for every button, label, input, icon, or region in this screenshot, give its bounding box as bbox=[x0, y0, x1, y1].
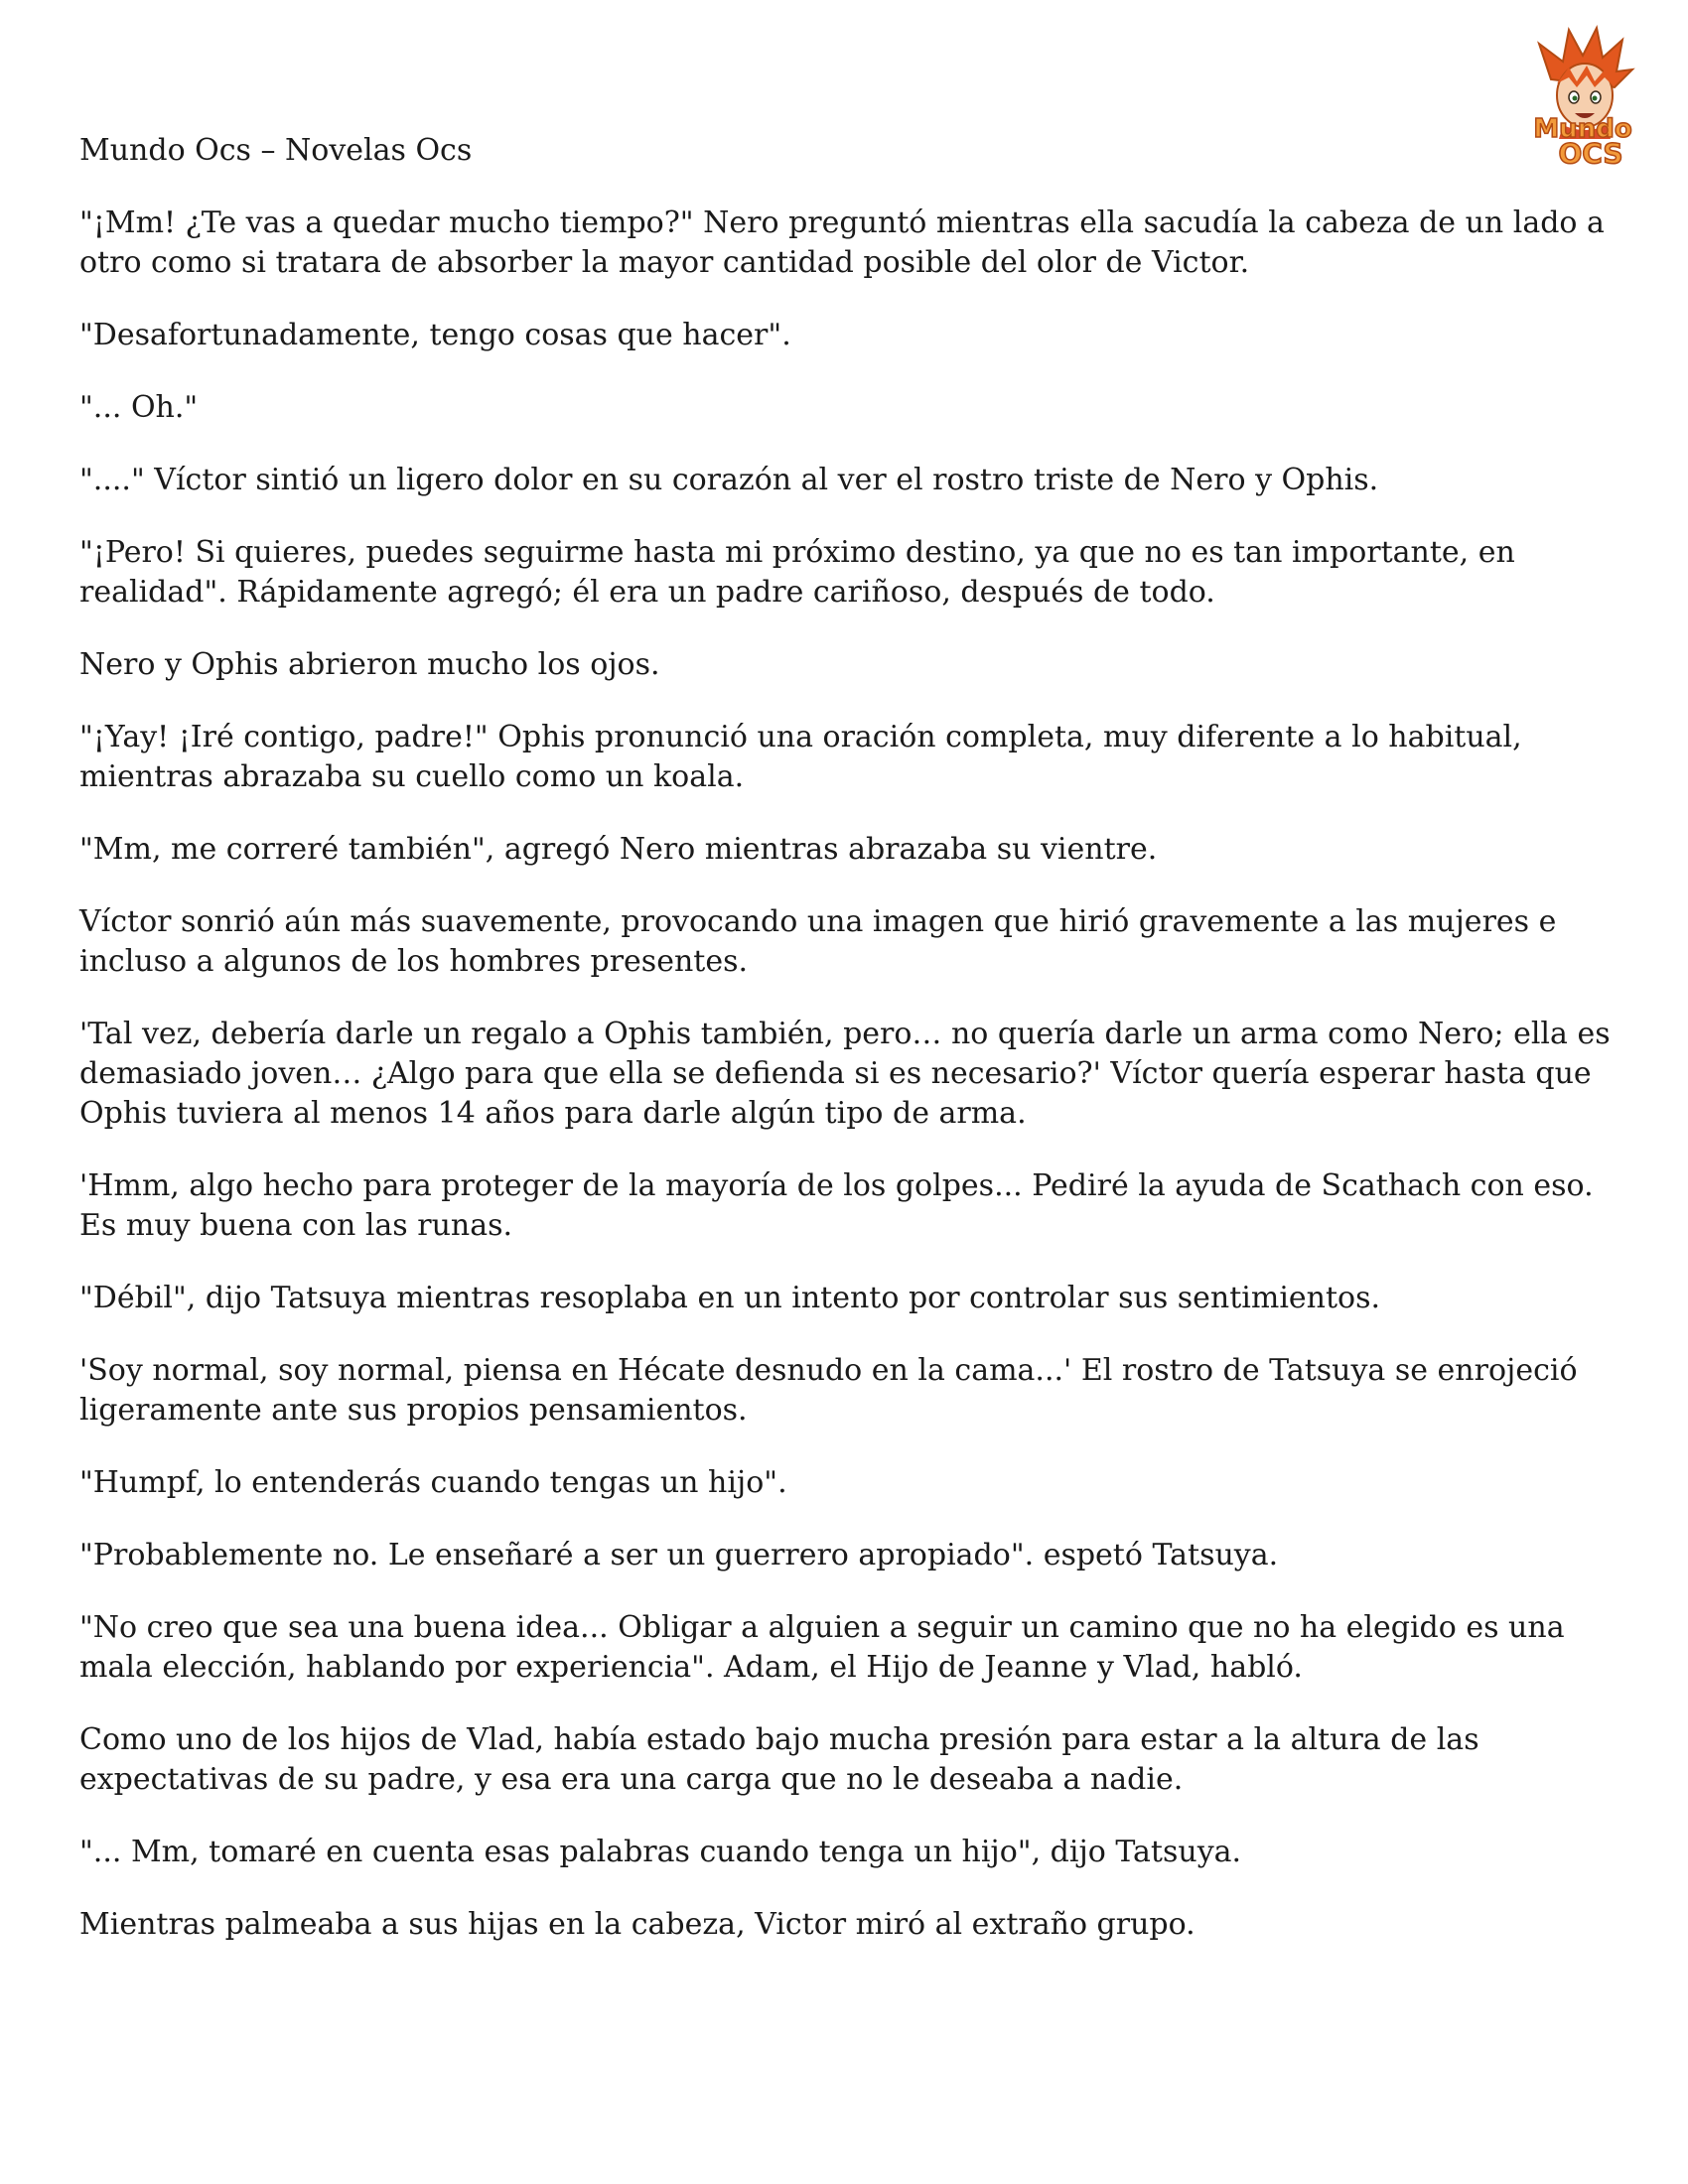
paragraph: "Desafortunadamente, tengo cosas que hacer". bbox=[79, 318, 791, 352]
logo bbox=[1511, 22, 1660, 171]
svg-text:OCS: OCS bbox=[1558, 137, 1623, 170]
paragraph: 'Soy normal, soy normal, piensa en Hécate desnudo en la cama...' El rostro de Tatsuya se enrojeció ligeramente ante sus propios pensamientos. bbox=[79, 1353, 1578, 1428]
svg-text:Mundo: Mundo bbox=[1533, 114, 1632, 144]
mascot-face-icon bbox=[1511, 22, 1660, 171]
paragraph: "Débil", dijo Tatsuya mientras resoplaba en un intento por controlar sus sentimientos. bbox=[79, 1281, 1381, 1315]
paragraph: "Probablemente no. Le enseñaré a ser un guerrero apropiado". espetó Tatsuya. bbox=[79, 1538, 1279, 1572]
paragraph: 'Hmm, algo hecho para proteger de la mayoría de los golpes... Pediré la ayuda de Scathach con eso. Es muy buena con las runas. bbox=[79, 1168, 1594, 1243]
paragraph: Mientras palmeaba a sus hijas en la cabeza, Victor miró al extraño grupo. bbox=[79, 1907, 1196, 1942]
paragraph: "... Mm, tomaré en cuenta esas palabras cuando tenga un hijo", dijo Tatsuya. bbox=[79, 1835, 1242, 1869]
paragraph: "No creo que sea una buena idea... Obligar a alguien a seguir un camino que no ha elegido es una mala elección, hablando por experiencia". Adam, el Hijo de Jeanne y Vlad, habló. bbox=[79, 1610, 1565, 1685]
paragraph: "¡Yay! ¡Iré contigo, padre!" Ophis pronunció una oración completa, muy diferente a lo habitual, mientras abrazaba su cuello como un koala. bbox=[79, 720, 1522, 794]
paragraph: Como uno de los hijos de Vlad, había estado bajo mucha presión para estar a la altura de las expectativas de su padre, y esa era una carga que no le deseaba a nadie. bbox=[79, 1722, 1479, 1797]
paragraph: "¡Mm! ¿Te vas a quedar mucho tiempo?" Nero preguntó mientras ella sacudía la cabeza de un lado a otro como si tratara de absorber la mayor cantidad posible del olor de Victor. bbox=[79, 205, 1605, 280]
paragraph: "¡Pero! Si quieres, puedes seguirme hasta mi próximo destino, ya que no es tan importante, en realidad". Rápidamente agregó; él era un padre cariñoso, después de todo. bbox=[79, 535, 1515, 610]
paragraph: "... Oh." bbox=[79, 390, 199, 425]
story-text bbox=[79, 204, 1614, 1978]
paragraph: "Mm, me correré también", agregó Nero mientras abrazaba su vientre. bbox=[79, 832, 1158, 867]
paragraph: "...." Víctor sintió un ligero dolor en su corazón al ver el rostro triste de Nero y Ophis. bbox=[79, 463, 1379, 497]
page-header: Mundo Ocs – Novelas Ocs bbox=[79, 133, 473, 168]
paragraph: "Humpf, lo entenderás cuando tengas un hijo". bbox=[79, 1465, 787, 1500]
paragraph: 'Tal vez, debería darle un regalo a Ophis también, pero… no quería darle un arma como Nero; ella es demasiado joven… ¿Algo para que ella se defienda si es necesario?' Víctor quería esperar hasta que Ophis tuviera al menos 14 años para darle algún tipo de arma. bbox=[79, 1017, 1611, 1131]
paragraph: Nero y Ophis abrieron mucho los ojos. bbox=[79, 647, 660, 682]
paragraph: Víctor sonrió aún más suavemente, provocando una imagen que hirió gravemente a las mujeres e incluso a algunos de los hombres presentes. bbox=[79, 904, 1557, 979]
